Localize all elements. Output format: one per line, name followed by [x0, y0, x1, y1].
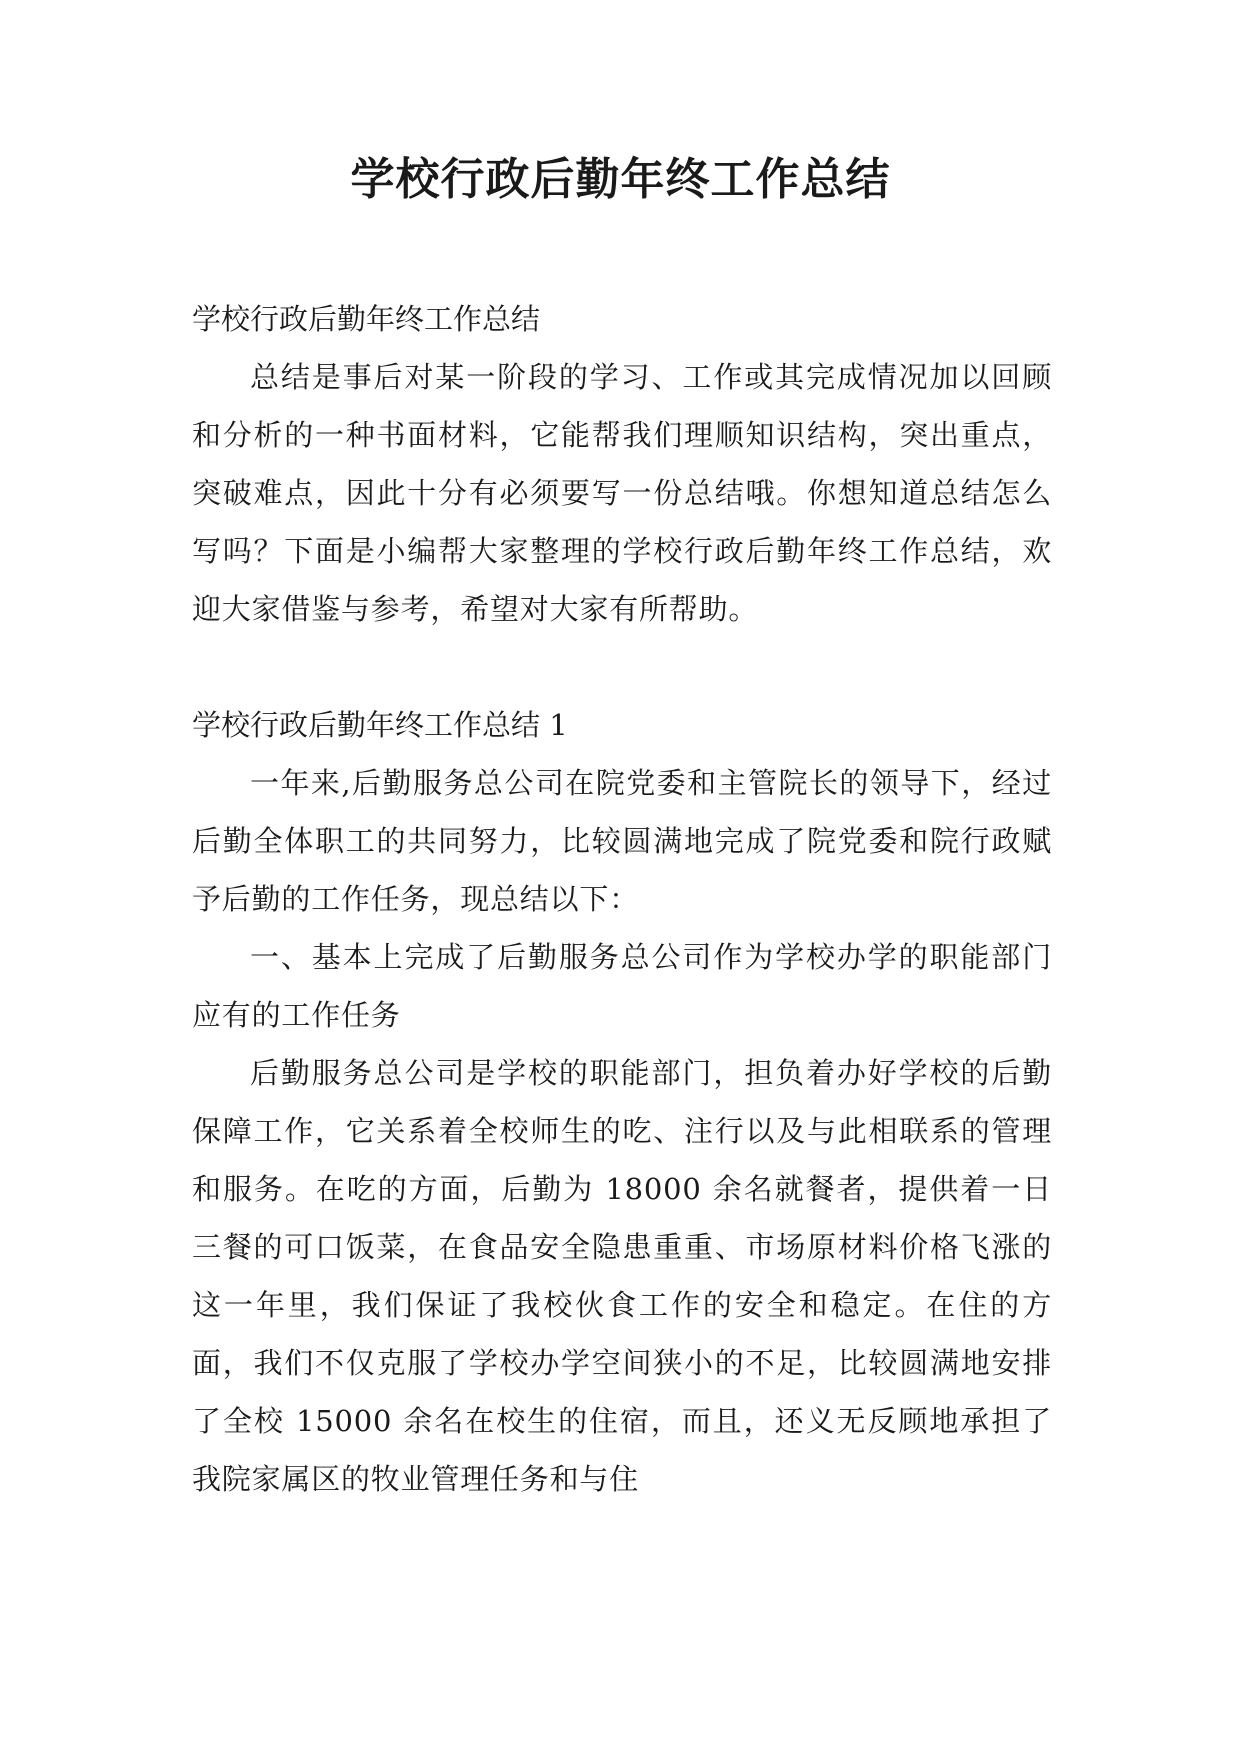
- body-paragraph-3: 后勤服务总公司是学校的职能部门，担负着办好学校的后勤保障工作，它关系着全校师生的吃、注行以及与此相联系的管理和服务。在吃的方面，后勤为 18000 余名就餐者，提供着一日三餐的可口饭菜，在食品安全隐患重重、市场原材料价格飞涨的这一年里，我们保证了我校伙食工作的安全和稳定。在住的方面，我们不仅克服了学校办学空间狭小的不足，比较圆满地安排了全校 15000 余名在校生的住宿，而且，还义无反顾地承担了我院家属区的牧业管理任务和与住: [192, 1056, 1052, 1496]
- intro-heading: 学校行政后勤年终工作总结: [192, 302, 541, 336]
- document-body: [192, 290, 1052, 1508]
- body-paragraph-2: 一、基本上完成了后勤服务总公司作为学校办学的职能部门应有的工作任务: [192, 940, 1052, 1032]
- section-spacer: [192, 638, 1052, 696]
- intro-paragraph: 总结是事后对某一阶段的学习、工作或其完成情况加以回顾和分析的一种书面材料，它能帮我们理顺知识结构，突出重点，突破难点，因此十分有必须要写一份总结哦。你想知道总结怎么写吗？下面是小编帮大家整理的学校行政后勤年终工作总结，欢迎大家借鉴与参考，希望对大家有所帮助。: [192, 360, 1052, 626]
- body-paragraph-1: 一年来,后勤服务总公司在院党委和主管院长的领导下，经过后勤全体职工的共同努力，比较圆满地完成了院党委和院行政赋予后勤的工作任务，现总结以下：: [192, 766, 1052, 916]
- document-title: 学校行政后勤年终工作总结: [350, 154, 891, 205]
- section-heading: 学校行政后勤年终工作总结 1: [192, 708, 568, 742]
